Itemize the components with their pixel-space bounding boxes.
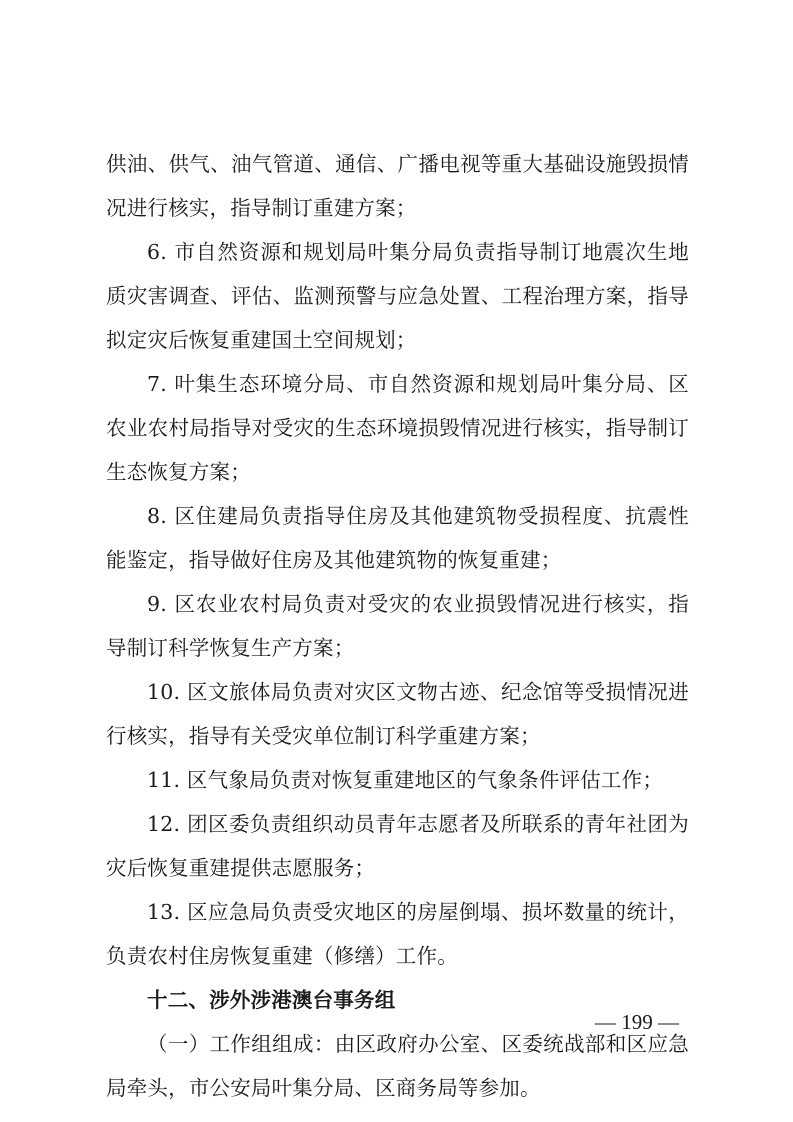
list-item-9: 9. 区农业农村局负责对受灾的农业损毁情况进行核实，指导制订科学恢复生产方案； (106, 592, 689, 660)
paragraph-continuation: 供油、供气、油气管道、通信、广播电视等重大基础设施毁损情况进行核实，指导制订重建方案； (106, 152, 689, 220)
list-item-8: 8. 区住建局负责指导住房及其他建筑物受损程度、抗震性能鉴定，指导做好住房及其他建筑物的恢复重建； (106, 504, 689, 572)
list-item-7: 7. 叶集生态环境分局、市自然资源和规划局叶集分局、区农业农村局指导对受灾的生态环境损毁情况进行核实，指导制订生态恢复方案； (106, 372, 689, 484)
list-item-6: 6. 市自然资源和规划局叶集分局负责指导制订地震次生地质灾害调查、评估、监测预警与应急处置、工程治理方案，指导拟定灾后恢复重建国土空间规划； (106, 240, 689, 352)
list-item-10: 10. 区文旅体局负责对灾区文物古迹、纪念馆等受损情况进行核实，指导有关受灾单位制订科学重建方案； (106, 680, 689, 748)
list-item-13: 13. 区应急局负责受灾地区的房屋倒塌、损坏数量的统计，负责农村住房恢复重建（修缮）工作。 (106, 900, 689, 968)
section-heading: 十二、涉外涉港澳台事务组 (147, 988, 396, 1012)
list-item-11: 11. 区气象局负责对恢复重建地区的气象条件评估工作； (147, 768, 664, 792)
subsection-paragraph: （一）工作组组成：由区政府办公室、区委统战部和区应急局牵头，市公安局叶集分局、区商务局等参加。 (106, 1032, 689, 1100)
page-number: — 199 — (595, 1010, 679, 1034)
list-item-12: 12. 团区委负责组织动员青年志愿者及所联系的青年社团为灾后恢复重建提供志愿服务； (106, 812, 689, 880)
body-text (106, 142, 689, 1110)
